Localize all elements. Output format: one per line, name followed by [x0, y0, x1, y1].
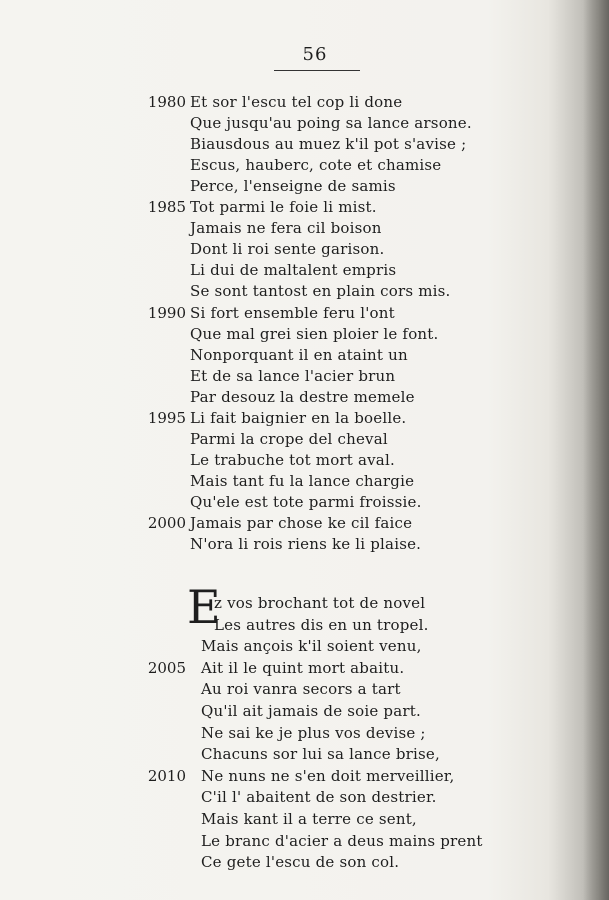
verse-line: Les autres dis en un tropel. [214, 615, 429, 634]
line-number: 1985 [147, 198, 186, 217]
verse-line: z vos brochant tot de novel [214, 594, 426, 612]
line-number: 2010 [147, 766, 186, 785]
verse-line: Escus, hauberc, cote et chamise [190, 156, 442, 175]
verse-line: Mais ançois k'il soient venu, [201, 637, 422, 656]
verse-line: Li dui de maltalent empris [190, 261, 397, 280]
verse-line: Perce, l'enseigne de samis [190, 177, 396, 196]
verse-line: Biausdous au muez k'il pot s'avise ; [190, 135, 467, 154]
verse-line: Jamais par chose ke cil faice [190, 514, 413, 532]
verse-line: Tot parmi le foie li mist. [190, 198, 377, 217]
verse-line: Mais tant fu la lance chargie [190, 471, 415, 490]
line-number: 1990 [147, 303, 186, 322]
verse-line: N'ora li rois riens ke li plaise. [190, 535, 422, 554]
verse-line: Et de sa lance l'acier brun [190, 366, 396, 385]
verse-line: Mais kant il a terre ce sent, [201, 810, 417, 828]
verse-line: Que jusqu'au poing sa lance arsone. [190, 114, 472, 133]
verse-line: Dont li roi sente garison. [190, 240, 385, 259]
line-number: 1980 [147, 93, 186, 111]
verse-line: C'il l' abaitent de son destrier. [201, 788, 437, 807]
verse-line: Par desouz la destre memele [190, 387, 415, 406]
verse-line: Chacuns sor lui sa lance brise, [201, 745, 440, 764]
verse-line: Et sor l'escu tel cop li done [190, 93, 403, 111]
line-number: 2005 [147, 658, 186, 677]
verse-line: Ne sai ke je plus vos devise ; [201, 723, 426, 742]
verse-line: Se sont tantost en plain cors mis. [190, 282, 451, 301]
verse-line: Ce gete l'escu de son col. [201, 853, 400, 872]
line-number: 1995 [147, 408, 186, 427]
page-number: 56 [302, 44, 328, 65]
verse-line: Li fait baignier en la boelle. [190, 408, 407, 427]
verse-line: Qu'il ait jamais de soie part. [201, 702, 421, 720]
verse-line: Nonporquant il en ataint un [190, 345, 408, 364]
verse-line: Le branc d'acier a deus mains prent [201, 831, 483, 850]
verse-line: Au roi vanra secors a tart [201, 680, 401, 699]
spine-shadow [583, 0, 609, 900]
line-number: 2000 [147, 514, 186, 532]
verse-line: Jamais ne fera cil boison [190, 219, 382, 238]
drop-cap: E [187, 580, 221, 634]
verse-line: Que mal grei sien ploier le font. [190, 324, 439, 343]
verse-line: Ait il le quint mort abaitu. [201, 658, 405, 677]
verse-line: Le trabuche tot mort aval. [190, 450, 395, 469]
page-number-rule [274, 70, 360, 71]
verse-line: Si fort ensemble feru l'ont [190, 303, 395, 322]
verse-line: Qu'ele est tote parmi froissie. [190, 492, 422, 511]
verse-line: Parmi la crope del cheval [190, 429, 388, 448]
verse-line: Ne nuns ne s'en doit merveillier, [201, 766, 455, 785]
